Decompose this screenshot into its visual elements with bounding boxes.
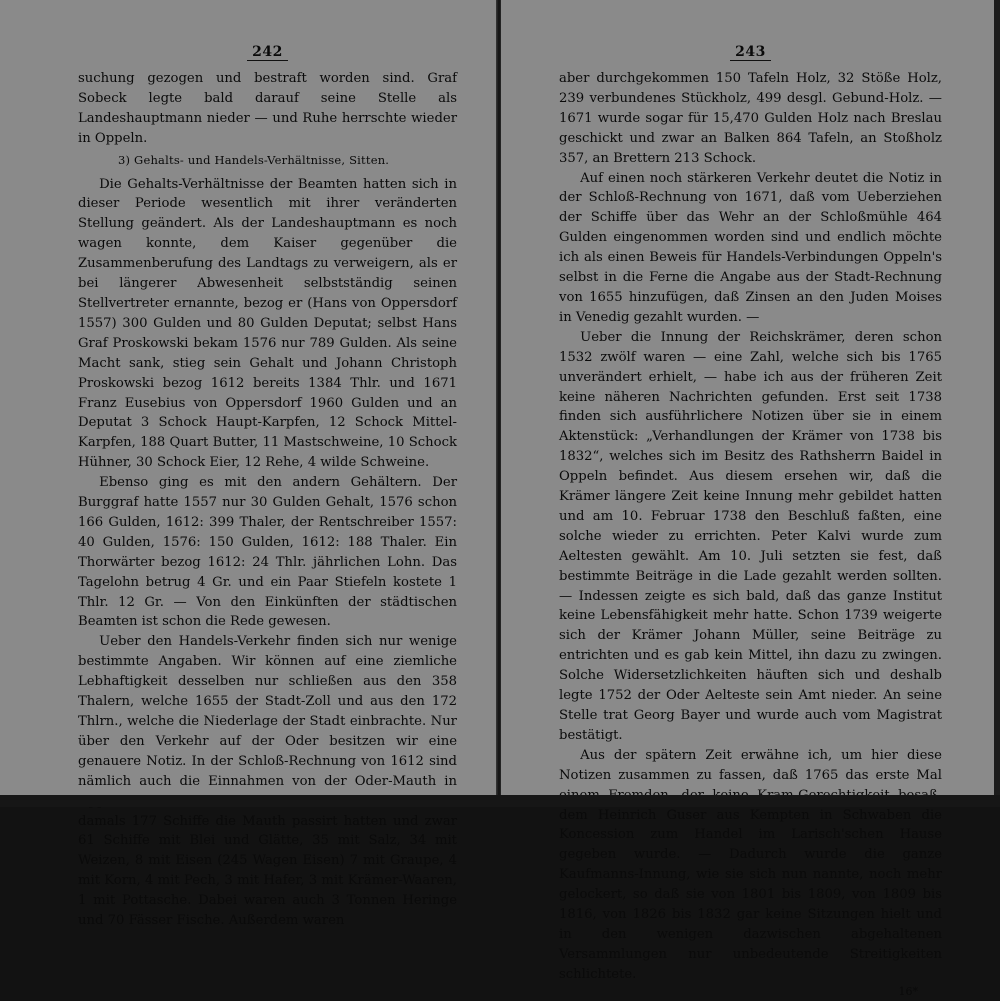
left-page — [0, 0, 497, 929]
paragraph: suchung gezogen und bestraft worden sind. Graf Sobeck legte bald darauf seine Stelle als Landeshauptmann nieder — und Ruhe herrschte wieder in Oppeln. — [78, 71, 457, 146]
signature-mark: 16* — [898, 984, 918, 998]
section-heading: 3) Gehalts- und Handels-Verhältnisse, Sitten. — [118, 152, 390, 167]
paragraph: Die Gehalts-Verhältnisse der Beamten hatten sich in dieser Periode wesentlich mit ihrer veränderten Stellung geändert. Als der Landeshauptmann es noch wagen konnte, dem Kaiser gegenüber die Zusammenberufung des Landtags zu verweigern, als er bei längerer Abwesenheit selbstständig seinen Stellvertreter ernannte, bezog er (Hans von Oppersdorf 1557) 300 Gulden und 80 Gulden Deputat; selbst Hans Graf Proskowski bekam 1576 nur 789 Gulden. Als seine Macht sank, stieg sein Gehalt und Johann Christoph Proskowski bezog 1612 bereits 1384 Thlr. und 1671 Franz Eusebius von Oppersdorf 1960 Gulden und an Deputat 3 Schock Haupt-Karpfen, 12 Schock Mittel-Karpfen, 188 Quart Butter, 11 Mastschweine, 10 Schock Hühner, 30 Schock Eier, 12 Rehe, 4 wilde Schweine. — [78, 176, 457, 471]
paragraph: Ueber den Handels-Verkehr finden sich nur wenige bestimmte Angaben. Wir können auf eine ziemliche Lebhaftigkeit desselben nur schließen aus den 358 Thalern, welche 1655 der Stadt-Zoll und aus den 172 Thlrn., welche die Niederlage der Stadt einbrachte. Nur über den Verkehr auf der Oder besitzen wir eine genauere Notiz. In der Schloß-Rechnung von 1612 sind nämlich auch die Einnahmen von der Oder-Mauth in damals 177 Schiffe die Mauth passirt hatten und zwar 61 Schiffe mit Blei und Glätte, 35 mit Salz, 34 mit Weizen, 8 mit Eisen (245 Wagen Eisen) 7 mit Graupe, 4 mit Korn, 4 mit Pech, 3 mit Hafer, 3 mit Krämer-Waaren, 1 mit Pottasche. Dabei waren auch 3 Tonnen Heringe und 70 Fässer Fische. Außerdem waren — [78, 634, 457, 929]
scan-border — [0, 795, 1000, 807]
right-page-text — [559, 69, 942, 1001]
paragraph: aber durchgekommen 150 Tafeln Holz, 32 Stöße Holz, 239 verbundenes Stückholz, 499 desgl. Gebund-Holz. — 1671 wurde sogar für 15,470 Gulden Holz nach Breslau geschickt und zwar an Balken 864 Tafeln, an Stoßholz 357, an Brettern 213 Schock. — [559, 71, 942, 166]
page-number-right: 243 — [559, 44, 942, 61]
page-edge — [994, 0, 1000, 795]
paragraph: Ueber die Innung der Reichskrämer, deren schon 1532 zwölf waren — eine Zahl, welche sich bis 1765 unverändert erhielt, — habe ich aus der früheren Zeit keine näheren Nachrichten gefunden. Erst seit 1738 finden sich ausführlichere Notizen über sie in einem Aktenstück: „Verhandlungen der Krämer von 1738 bis 1832“, welches sich im Besitz des Rathsherrn Baidel in Oppeln befindet. Aus diesem ersehen wir, daß die Krämer längere Zeit keine Innung mehr gebildet hatten und am 10. Februar 1738 den Beschluß faßten, eine solche wieder zu errichten. Peter Kalvi wurde zum Aeltesten gewählt. Am 10. Juli setzten sie fest, daß bestimmte Beiträge in die Lade gezahlt werden sollten. — Indessen zeigte es sich bald, daß das ganze Institut keine Lebensfähigkeit mehr hatte. Schon 1739 weigerte sich der Krämer Johann Müller, seine Beiträge zu entrichten und es gab kein Mittel, ihn dazu zu zwingen. Solche Widersetzlichkeiten häuften sich und deshalb legte 1752 der Oder Aelteste sein Amt nieder. An seine Stelle trat Georg Bayer und wurde auch vom Magistrat bestätigt. — [559, 329, 942, 743]
paragraph: Auf einen noch stärkeren Verkehr deutet die Notiz in der Schloß-Rechnung von 1671, daß vom Ueberziehen der Schiffe über das Wehr an der Schloßmühle 464 Gulden eingenommen worden sind und endlich möchte ich als einen Beweis für Handels-Verbindungen Oppeln's selbst in die Ferne die Angabe aus der Stadt-Rechnung von 1655 hinzufügen, daß Zinsen an den Juden Moises in Venedig gezahlt wurden. — — [559, 170, 942, 325]
paragraph: Ebenso ging es mit den andern Gehältern. Der Burggraf hatte 1557 nur 30 Gulden Gehalt, 1576 schon 166 Gulden, 1612: 399 Thaler, der Rentschreiber 1557: 40 Gulden, 1576: 150 Gulden, 1612: 188 Thaler. Ein Thorwärter bezog 1612: 24 Thlr. jährlichen Lohn. Das Tagelohn betrug 4 Gr. und ein Paar Stiefeln kostete 1 Thlr. 12 Gr. — Von den Einkünften der städtischen Beamten ist schon die Rede gewesen. — [78, 475, 457, 630]
right-page — [501, 0, 994, 998]
page-number-left: 242 — [78, 44, 457, 61]
paragraph: Aus der spätern Zeit erwähne ich, um hier diese Notizen zusammen zu fassen, daß 1765 das erste Mal dem Heinrich Guser aus Kempten in Schwaben die Koncession zum Handel im Larisch'schen Hause gegeben wurde. — Dadurch wurde die ganze Kaufmanns-Innung, wie sie sich nun nannte, noch mehr gelockert, so daß sie von 1801 bis 1809, von 1809 bis 1816, von 1826 bis 1832 gar keine Sitzungen hielt und in den wenigen dazwischen abgehaltenen Versammlungen nur unbedeutende Streitigkeiten schlichtete. — [559, 747, 942, 982]
